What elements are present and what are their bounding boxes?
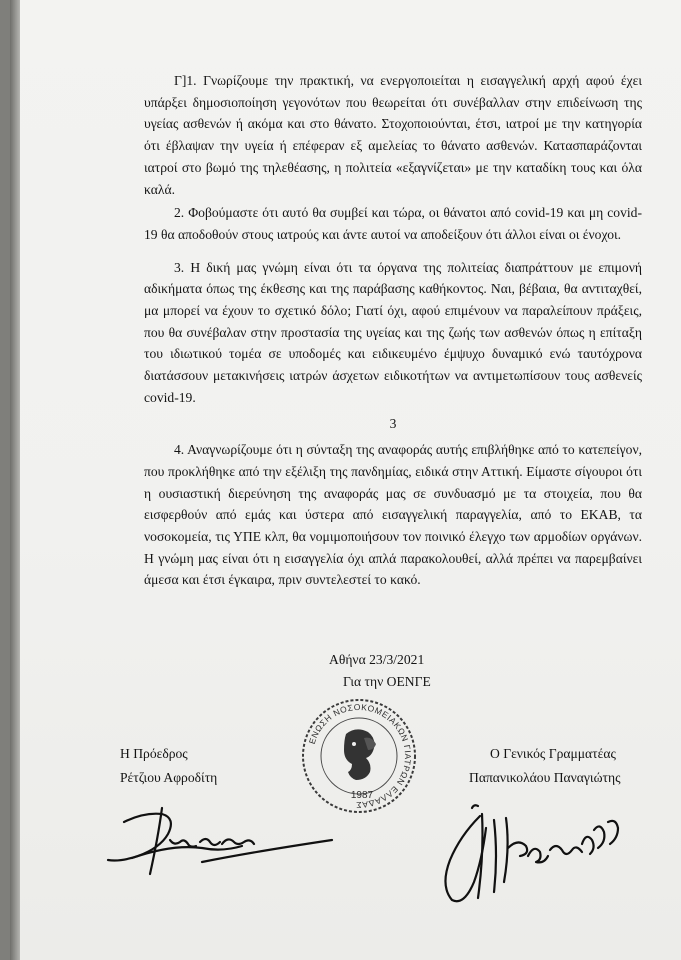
right-signature — [432, 800, 632, 910]
document-body — [144, 70, 642, 592]
stamp-text: ΕΝΩΣΗ ΝΟΣΟΚΟΜΕΙΑΚΩΝ ΓΙΑΤΡΩΝ ΕΛΛΑΔΑΣ — [306, 701, 414, 811]
stamp-year: 1987 — [350, 790, 374, 801]
left-signatory-title: Η Πρόεδρος — [120, 746, 188, 761]
paragraph-4: 4. Αναγνωρίζουμε ότι η σύνταξη της αναφοράς αυτής επιβλήθηκε από το κατεπείγον, που προκλήθηκε από την εξέλιξη της πανδημίας, ειδικά στην Αττική. Είμαστε σίγουροι ότι η ουσιαστική διερεύνηση της αναφοράς μας σε συνδυασμό με τα στοιχεία, που θα εισφερθούν από εμάς και ύστερα από εισαγγελική παραγγελία, από το ΕΚΑΒ, τα νοσοκομεία, τις ΥΠΕ κλπ, θα νομιμοποιήσουν τον ποινικό έλεγχο των αρμοδίων οργάνων. Η γνώμη μας είναι ότι η εισαγγελία όχι απλά παρακολουθεί, αλλά πρέπει να παρεμβαίνει άμεσα και έτσι έγκαιρα, πριν συντελεστεί το κακό. — [144, 442, 642, 588]
stamp-emblem-icon — [344, 729, 376, 780]
right-signatory-title: Ο Γενικός Γραμματέας — [490, 746, 616, 761]
date-line: Αθήνα 23/3/2021 — [329, 652, 425, 667]
page-number: 3 — [389, 415, 397, 431]
right-signatory-name: Παπανικολάου Παναγιώτης — [469, 770, 621, 785]
paragraph-3: 3. Η δική μας γνώμη είναι ότι τα όργανα της πολιτείας διαπράττουν με επιμονή αδικήματα όπως της έκθεσης και της παράβασης καθήκοντος. Ναι, βέβαια, θα αντιταχθεί, μα μπορεί να έχουν το σχετικό δόλο; Γιατί όχι, αφού επιμένουν να παραλείπουν πράξεις, που θα συνέβαλαν στην προστασία της υγείας και της ζωής των ασθενών όπως η επίταξη του ιδιωτικού τομέα σε υποδομές και ειδικευμένο έμψυχο δυναμικό ενώ ταυτόχρονα διατάσσουν μετακινήσεις ιατρών άσχετων ειδικοτήτων να αντιμετωπίσουν τους ασθενείς covid-19. — [144, 259, 642, 405]
page-edge-shadow — [10, 0, 20, 960]
document-page — [10, 0, 681, 960]
paragraph-2: 2. Φοβούμαστε ότι αυτό θα συμβεί και τώρα, οι θάνατοι από covid-19 και μη covid-19 θα αποδοθούν στους ιατρούς και άντε αυτοί να αποδείξουν ότι άλλοι είναι οι ένοχοι. — [144, 205, 642, 242]
paragraph-1: Γ]1. Γνωρίζουμε την πρακτική, να ενεργοποιείται η εισαγγελική αρχή αφού έχει υπάρξει δημοσιοποίηση γεγονότων που θεωρείται ότι συνέβαλλαν στην επιδείνωση της υγείας ασθενών ή ακόμα και στο θάνατο. Στοχοποιούνται, έτσι, ιατροί με την κατηγορία ότι έβλαψαν την υγεία ή επέφεραν εξ αμελείας το θάνατο ασθενών. Κατασπαράζονται ιατροί στο βωμό της τηλεθέασης, η πολιτεία «εξαγνίζεται» με την καταδίκη τους και όλα καλά. — [144, 73, 642, 197]
organization-line: Για την ΟΕΝΓΕ — [343, 674, 431, 689]
left-signatory-name: Ρέτζιου Αφροδίτη — [120, 770, 218, 785]
left-signature — [102, 800, 337, 890]
